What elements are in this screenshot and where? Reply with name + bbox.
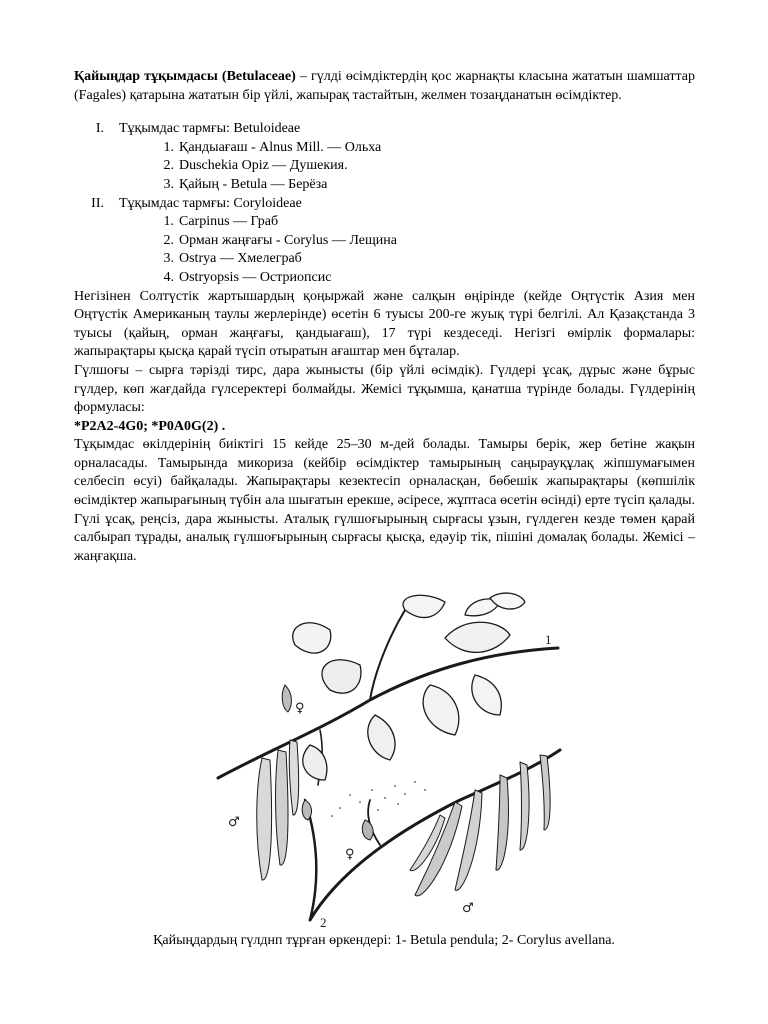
intro-paragraph bbox=[74, 68, 695, 105]
list-item-text: Ostrya — Хмелеграб bbox=[179, 251, 302, 267]
figure-label-1: 1 bbox=[545, 632, 552, 647]
list-item-text: Орман жаңғағы - Corylus — Лещина bbox=[179, 232, 397, 248]
list-item bbox=[74, 157, 695, 176]
birch-male-catkins bbox=[257, 740, 299, 880]
family-title: Қайыңдар тұқымдасы (Betulaceae) bbox=[74, 69, 296, 84]
intro-text: – гүлді өсімдіктердің қос жарнақты класына жататын шамшаттар (Fagales) қатарына жататын бір үйлі, жапырақ тастайтын, желмен тозаңданатын өсімдіктер. bbox=[74, 69, 696, 103]
male-symbol-birch: ♂ bbox=[228, 815, 240, 830]
description-paragraph: Тұқымдас өкілдерінің биіктігі 15 кейде 25–30 м-дей болады. Тамыры берік, жер бетіне жақын орналасады. Тамырында микориза (кейбір өсімдіктер тамырының саңырауқұлақ жіпшумағымен селбесіп өсуі) байқалады. Жапырақтары кезектесіп орналасқан, бөбешік жапырақтары (көпшілік өсімдіктер жапырағының түбін ала шығатын ерекше, әсіресе, жұптаса өсетін өсінді) ерте түсіп қалады. Гүлі ұсақ, реңсіз, дара жынысты. Аталық гүлшоғырының сырғасы ұзын, гүлдеген кезде төмен қарай салбырап тұрады, аналық гүлшоғырының сырғасы қысқа, едәуір тік, пішіні домалақ болады. Жемісі – жаңғақша. bbox=[74, 437, 695, 564]
text-block bbox=[74, 68, 695, 566]
list-item-number: 1. bbox=[163, 139, 174, 155]
figure-caption: Қайыңдардың гүлднп тұрған өркендері: 1- Betula pendula; 2- Corylus avellana. bbox=[153, 933, 615, 948]
birch-female-catkin bbox=[282, 685, 291, 712]
list-item-number: 1. bbox=[163, 214, 174, 230]
list-item-text: Қандыағаш - Alnus Mill. — Ольха bbox=[179, 139, 382, 155]
list-item bbox=[74, 176, 695, 195]
subfamily-label: Тұқымдас тармғы: Coryloideae bbox=[119, 195, 302, 211]
subfamily-numeral: I. bbox=[95, 121, 104, 137]
flowers-paragraph: Гүлшоғы – сырға тәрізді тирс, дара жынысты (бір үйлі өсімдік). Гүлдері ұсақ, дұрыс және бұрыс гүлдер, көп жағдайда гүлсеректері болмайды. Жемісі тұқымша, қанатша түрінде болады. Гүлдерінің формуласы: bbox=[74, 362, 695, 416]
list-item bbox=[74, 269, 695, 288]
list-item bbox=[74, 213, 695, 232]
female-symbol-birch: ♀ bbox=[295, 701, 305, 716]
list-item bbox=[74, 250, 695, 269]
list-item bbox=[74, 232, 695, 251]
subfamily-heading bbox=[74, 195, 695, 214]
male-symbol-hazel: ♂ bbox=[462, 901, 474, 916]
list-item-number: 3. bbox=[163, 176, 174, 192]
hazel-male-catkins bbox=[410, 755, 550, 896]
list-item-number: 4. bbox=[163, 269, 174, 285]
botanical-illustration bbox=[200, 590, 570, 930]
distribution-paragraph: Негізінен Солтүстік жартышардың қоңыржай және салқын өңірінде (кейде Оңтүстік Азия мен Оңтүстік Американың таулы жерлерінде) өсетін 6 туысы 200-ге жуық түрі белгілі. Ал Қазақстанда 3 туысы (қайың, орман жаңғағы, қандыағаш), 17 түрі кездеседі. Негізгі өмірлік формалары: жапырақтары қысқа қарай түсіп отыратын ағаштар мен бұталар. bbox=[74, 288, 695, 360]
list-item-number: 2. bbox=[163, 158, 174, 174]
list-item-text: Carpinus — Граб bbox=[179, 214, 279, 230]
list-item-text: Duschekia Opiz — Душекия. bbox=[179, 158, 348, 174]
list-item-text: Қайың - Betula — Берёза bbox=[179, 176, 328, 192]
birch-leaves bbox=[293, 593, 525, 780]
subfamily-numeral: II. bbox=[91, 195, 104, 211]
birch-hazel-drawing bbox=[200, 590, 570, 930]
figure-label-2: 2 bbox=[320, 915, 327, 930]
subfamily-label: Тұқымдас тармғы: Betuloideae bbox=[119, 121, 301, 137]
flower-formula: *P2A2-4G0; *P0A0G(2) . bbox=[74, 418, 226, 434]
female-symbol-hazel: ♀ bbox=[345, 847, 355, 862]
list-item-number: 2. bbox=[163, 232, 174, 248]
list-item bbox=[74, 139, 695, 158]
subfamily-heading bbox=[74, 120, 695, 139]
list-item-number: 3. bbox=[163, 251, 174, 267]
pollen-dots bbox=[331, 781, 426, 817]
list-item-text: Ostryopsis — Остриопсис bbox=[179, 269, 332, 285]
